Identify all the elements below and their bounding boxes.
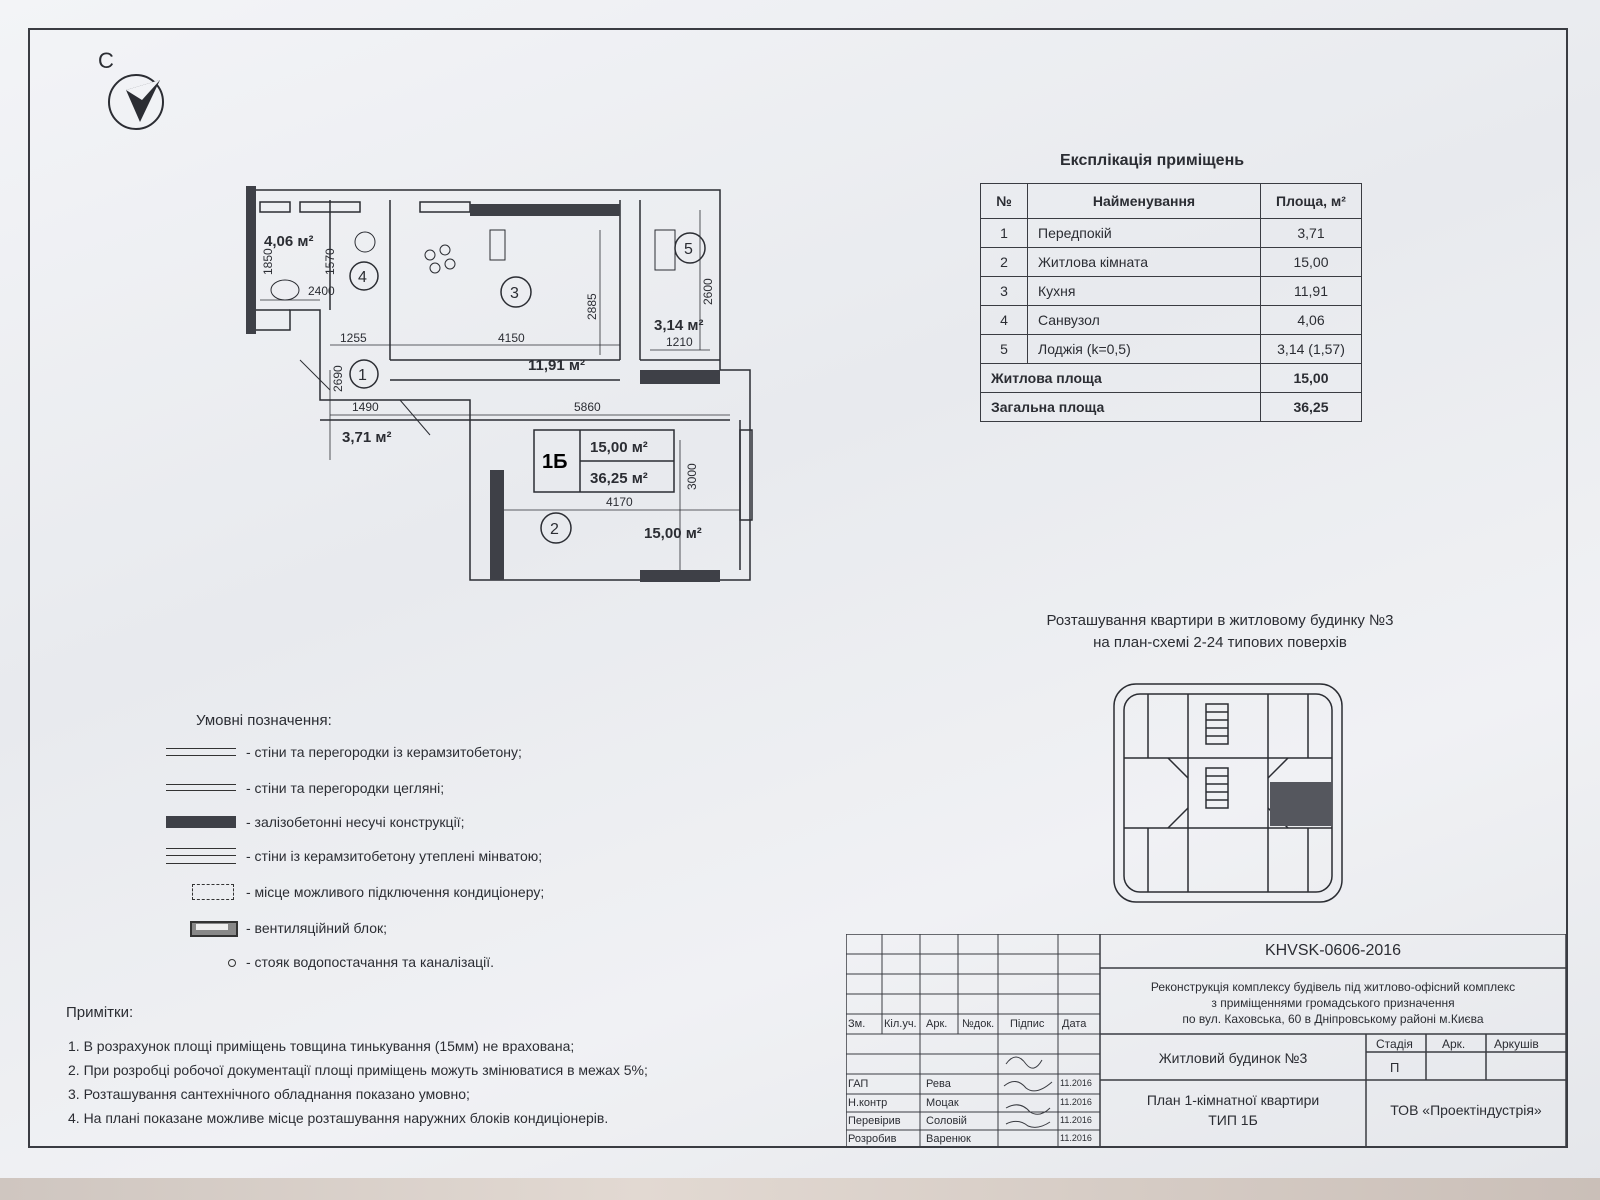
legend-text: - стіни та перегородки із керамзитобетону; <box>246 744 522 760</box>
explication-title: Експлікація приміщень <box>1060 152 1245 169</box>
person-role: Розробив <box>848 1133 897 1145</box>
table-row <box>981 335 1362 364</box>
person-name: Варенюк <box>926 1133 971 1145</box>
row-num: 3 <box>981 277 1028 306</box>
room-number-1: 1 <box>358 367 367 384</box>
col-header: Зм. <box>848 1018 866 1030</box>
building-name: Житловий будинок №3 <box>1158 1050 1308 1066</box>
legend-item <box>166 778 444 798</box>
legend-text: - стіни із керамзитобетону утеплені мінватою; <box>246 848 543 864</box>
room-number-2: 2 <box>550 521 559 538</box>
col-name-header: Найменування <box>1028 184 1261 219</box>
legend-item <box>166 812 464 832</box>
row-area: 4,06 <box>1261 306 1362 335</box>
legend-title: Умовні позначення: <box>196 712 332 729</box>
table-row <box>981 219 1362 248</box>
dim-3000: 3000 <box>685 463 699 490</box>
room-number-3: 3 <box>510 285 519 302</box>
table-row <box>981 306 1362 335</box>
note-item: 4. На плані показане можливе місце розташування наружних блоків кондиціонерів. <box>68 1110 609 1126</box>
note-item: 3. Розташування сантехнічного обладнання показано умовно; <box>68 1086 470 1102</box>
col-header: Кіл.уч. <box>884 1018 917 1030</box>
background-strip <box>0 1178 1600 1200</box>
row-name: Житлова кімната <box>1028 248 1261 277</box>
person-name: Рева <box>926 1078 951 1090</box>
badge-living-area: 15,00 м² <box>590 439 648 456</box>
riser-symbol <box>166 952 238 972</box>
dim-2600: 2600 <box>701 278 715 305</box>
dim-1255: 1255 <box>340 331 367 345</box>
legend-text: - місце можливого підключення кондиціонеру; <box>246 884 545 900</box>
area-loggia: 3,14 м² <box>654 317 704 334</box>
concrete-symbol <box>166 812 238 832</box>
company-name: ТОВ «Проектіндустрія» <box>1390 1102 1542 1118</box>
row-name: Кухня <box>1028 277 1261 306</box>
area-kitchen: 11,91 м² <box>528 357 585 374</box>
row-name: Санвузол <box>1028 306 1261 335</box>
col-header: Арк. <box>926 1018 948 1030</box>
total-area-label: Загальна площа <box>981 393 1261 422</box>
sheet-header: Арк. <box>1442 1037 1466 1051</box>
dim-1210: 1210 <box>666 335 693 349</box>
row-num: 1 <box>981 219 1028 248</box>
legend-text: - залізобетонні несучі конструкції; <box>246 814 465 830</box>
legend-item <box>166 742 522 762</box>
sheet-title-2: ТИП 1Б <box>1208 1112 1258 1128</box>
living-area-value: 15,00 <box>1261 364 1362 393</box>
explication-table <box>980 183 1362 422</box>
total-area-value: 36,25 <box>1261 393 1362 422</box>
highlighted-apartment <box>1270 782 1332 826</box>
legend-item <box>166 952 494 972</box>
table-header-row <box>981 184 1362 219</box>
legend-text: - вентиляційний блок; <box>246 920 388 936</box>
person-role: ГАП <box>848 1078 869 1090</box>
notes-title: Примітки: <box>66 1004 134 1021</box>
col-header: Дата <box>1062 1018 1087 1030</box>
row-num: 5 <box>981 335 1028 364</box>
living-area-row <box>981 364 1362 393</box>
row-area: 3,71 <box>1261 219 1362 248</box>
col-area-header: Площа, м² <box>1261 184 1362 219</box>
project-line-3: по вул. Каховська, 60 в Дніпровському районі м.Києва <box>1182 1012 1484 1026</box>
legend-item <box>166 846 542 866</box>
building-floor-scheme <box>1108 678 1348 908</box>
room-number-4: 4 <box>358 269 367 286</box>
living-area-label: Житлова площа <box>981 364 1261 393</box>
wall-brick-symbol <box>166 778 238 798</box>
area-living: 15,00 м² <box>644 525 702 542</box>
dim-2885: 2885 <box>585 293 599 320</box>
sheet-title-1: План 1-кімнатної квартири <box>1146 1092 1320 1108</box>
person-date: 11.2016 <box>1060 1115 1092 1125</box>
area-bath: 4,06 м² <box>264 233 314 250</box>
dim-2400: 2400 <box>308 284 335 298</box>
project-line-2: з приміщеннями громадського призначення <box>1211 996 1455 1010</box>
legend-text: - стіни та перегородки цегляні; <box>246 780 445 796</box>
person-date: 11.2016 <box>1060 1097 1092 1107</box>
legend-item <box>166 918 387 938</box>
project-line-1: Реконструкція комплексу будівель під житлово-офісний комплекс <box>1150 980 1516 994</box>
col-num-header: № <box>981 184 1028 219</box>
row-num: 4 <box>981 306 1028 335</box>
location-line-2: на план-схемі 2-24 типових поверхів <box>1093 634 1347 651</box>
dim-2690: 2690 <box>331 365 345 392</box>
area-hall: 3,71 м² <box>342 429 392 446</box>
row-name: Передпокій <box>1028 219 1261 248</box>
stage-value: П <box>1390 1060 1400 1075</box>
legend-text: - стояк водопостачання та каналізації. <box>246 954 495 970</box>
person-date: 11.2016 <box>1060 1133 1092 1143</box>
document-code: KHVSK-0606-2016 <box>1264 942 1402 959</box>
dim-4170: 4170 <box>606 495 633 509</box>
title-block <box>846 934 1566 1148</box>
legend-item <box>166 882 544 902</box>
ac-place-symbol <box>166 882 238 902</box>
signatures <box>1004 1057 1052 1127</box>
dim-1490: 1490 <box>352 400 379 414</box>
person-name: Соловій <box>926 1115 967 1127</box>
table-row <box>981 277 1362 306</box>
total-area-row <box>981 393 1362 422</box>
floor-plan <box>230 170 790 610</box>
north-arrow-icon <box>96 50 176 140</box>
row-area: 3,14 (1,57) <box>1261 335 1362 364</box>
person-date: 11.2016 <box>1060 1078 1092 1088</box>
dim-5860: 5860 <box>574 400 601 414</box>
sheets-header: Аркушів <box>1494 1037 1539 1051</box>
vent-block-symbol <box>166 918 238 938</box>
table-row <box>981 248 1362 277</box>
note-item: 1. В розрахунок площі приміщень товщина тинькування (15мм) не врахована; <box>68 1038 575 1054</box>
location-caption <box>990 610 1450 654</box>
row-area: 11,91 <box>1261 277 1362 306</box>
row-name: Лоджія (k=0,5) <box>1028 335 1261 364</box>
apartment-code: 1Б <box>542 451 568 473</box>
insulated-wall-symbol <box>166 846 238 866</box>
col-header: №док. <box>962 1018 995 1030</box>
row-area: 15,00 <box>1261 248 1362 277</box>
location-line-1: Розташування квартири в житловому будинку №3 <box>1046 612 1394 629</box>
wall-claydite-symbol <box>166 742 238 762</box>
dim-4150: 4150 <box>498 331 525 345</box>
col-header: Підпис <box>1010 1018 1045 1030</box>
note-item: 2. При розробці робочої документації площі приміщень можуть змінюватися в межах 5%; <box>68 1062 648 1078</box>
person-name: Моцак <box>926 1097 959 1109</box>
stage-header: Стадія <box>1376 1037 1413 1051</box>
dim-1570: 1570 <box>323 248 337 275</box>
row-num: 2 <box>981 248 1028 277</box>
dim-1850: 1850 <box>261 248 275 275</box>
badge-total-area: 36,25 м² <box>590 470 648 487</box>
north-label: С <box>98 48 114 73</box>
person-role: Н.контр <box>848 1097 888 1109</box>
person-role: Перевірив <box>848 1115 901 1127</box>
room-number-5: 5 <box>684 241 693 258</box>
